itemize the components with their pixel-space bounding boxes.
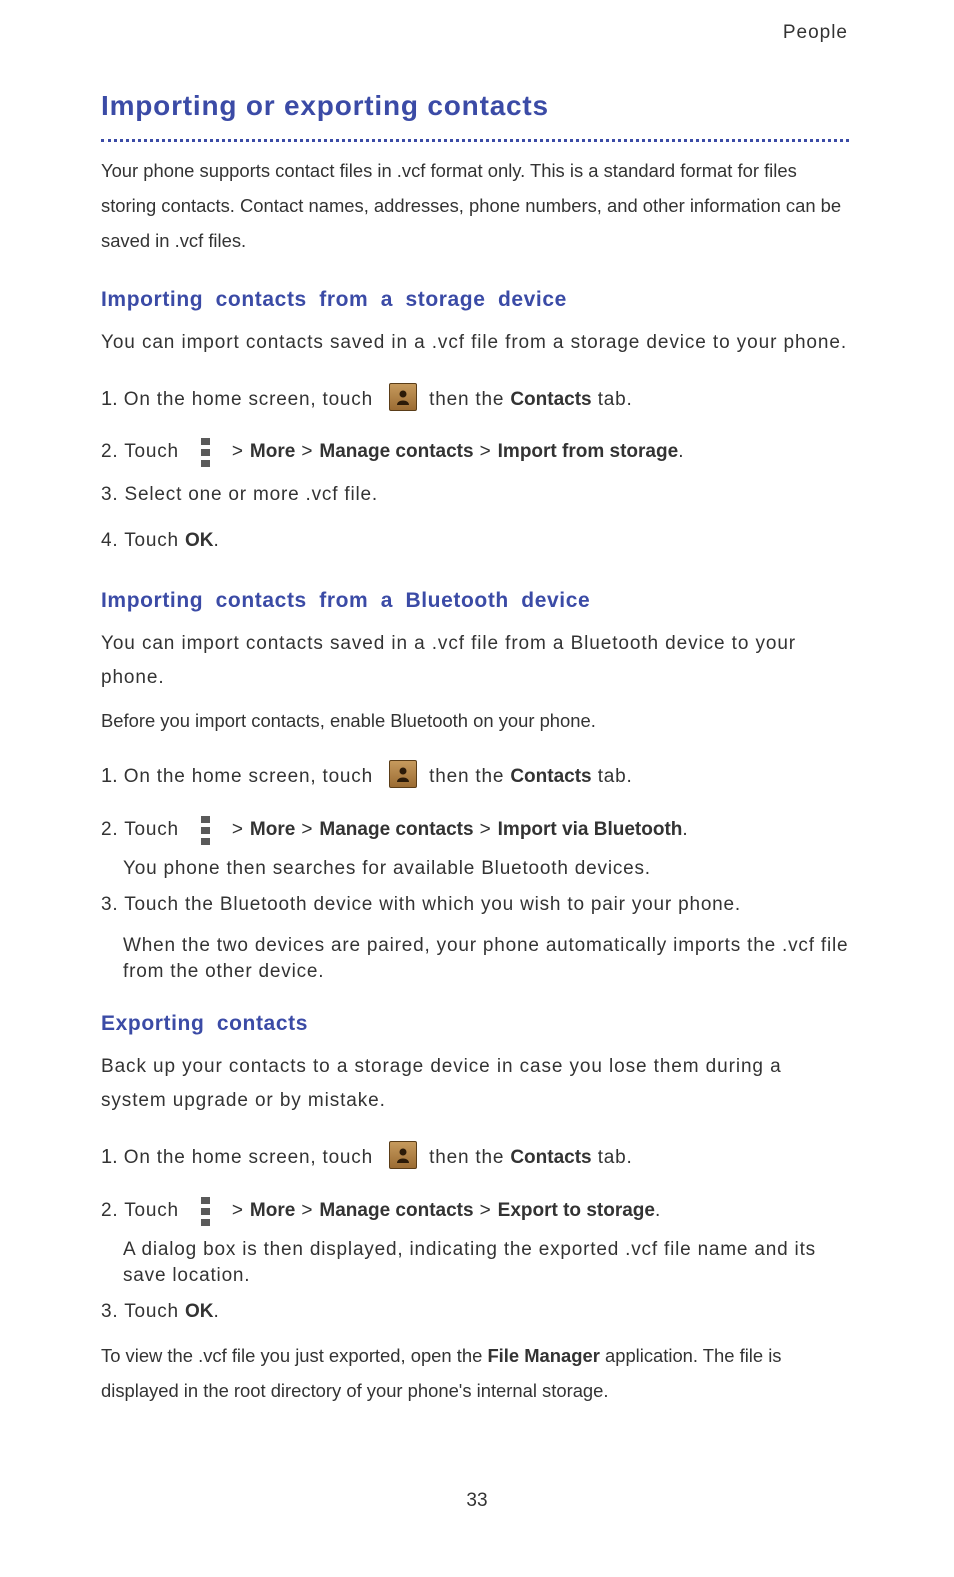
bluetooth-step-3-detail: When the two devices are paired, your phone automatically imports the .vcf file from the other device. [123,935,849,982]
step-text: Select one or more .vcf file. [124,484,378,505]
step-text: tab. [597,766,633,787]
overflow-menu-icon [201,1197,210,1225]
page-number: 33 [466,1490,488,1511]
intro-paragraph: Your phone supports contact files in .vcf format only. This is a standard format for files storing contacts. Contact names, addresses, phone numbers, and other information can be saved in .vcf files. [101,160,842,251]
contacts-app-icon [389,760,417,788]
page-title: Importing or exporting contacts [101,90,549,121]
step-text: On the home screen, touch [123,389,373,410]
step-text: On the home screen, touch [123,1147,373,1168]
step-text: then the [429,766,505,787]
step-text: Touch [124,441,179,462]
menu-path-more: More [249,1200,296,1221]
step-number: 2. [101,819,119,840]
menu-path-more: More [249,441,296,462]
section-heading-export: Exporting contacts [101,1012,308,1035]
separator: > [231,819,244,840]
export-step-2-detail: A dialog box is then displayed, indicating the exported .vcf file name and its save location. [123,1239,816,1286]
menu-path-import-storage: Import from storage [497,441,679,462]
separator: > [479,1200,492,1221]
note-text: application. The file is displayed in the root directory of your phone's internal storage. [101,1345,782,1401]
bluetooth-step-2 [101,816,688,844]
bluetooth-note: Before you import contacts, enable Bluetooth on your phone. [101,710,596,731]
step-number: 4. [101,530,119,551]
separator: > [301,441,314,462]
bluetooth-step-2-detail: You phone then searches for available Bluetooth devices. [123,858,651,879]
step-text: Touch [124,1200,179,1221]
note-text: To view the .vcf file you just exported, open the [101,1345,483,1366]
overflow-menu-icon [201,816,210,844]
export-paragraph: Back up your contacts to a storage device in case you lose them during a system upgrade or by mistake. [101,1056,782,1111]
ok-label: OK [185,1301,214,1322]
export-step-2 [101,1197,661,1225]
section-heading-bluetooth: Importing contacts from a Bluetooth device [101,589,591,612]
contacts-tab-label: Contacts [510,1147,592,1168]
period: . [213,530,220,551]
separator: > [301,819,314,840]
title-divider [101,139,849,142]
step-text: Touch [124,1301,179,1322]
storage-step-4 [101,530,220,552]
storage-step-1 [101,383,633,411]
step-number: 2. [101,441,119,462]
separator: > [301,1200,314,1221]
export-final-note [101,1338,853,1408]
step-number: 1. [101,765,118,787]
separator: > [231,441,244,462]
contacts-tab-label: Contacts [510,766,592,787]
step-text: tab. [597,1147,633,1168]
step-number: 1. [101,388,118,410]
separator: > [479,441,492,462]
period: . [678,441,685,462]
step-text: Touch the Bluetooth device with which you wish to pair your phone. [124,894,741,915]
export-step-1 [101,1141,633,1169]
step-text: On the home screen, touch [123,766,373,787]
bluetooth-step-3 [101,894,741,916]
bluetooth-step-1 [101,760,633,788]
step-text: then the [429,1147,505,1168]
period: . [682,819,689,840]
ok-label: OK [185,530,214,551]
separator: > [231,1200,244,1221]
step-text: Touch [124,530,179,551]
storage-step-3 [101,484,378,506]
period: . [213,1301,220,1322]
contacts-app-icon [389,383,417,411]
menu-path-import-bluetooth: Import via Bluetooth [497,819,683,840]
bluetooth-paragraph: You can import contacts saved in a .vcf file from a Bluetooth device to your phone. [101,633,797,688]
running-header: People [782,22,848,43]
section-heading-storage: Importing contacts from a storage device [101,288,567,311]
contacts-app-icon [389,1141,417,1169]
menu-path-export-storage: Export to storage [497,1200,655,1221]
step-number: 1. [101,1146,118,1168]
step-number: 2. [101,1200,119,1221]
file-manager-label: File Manager [487,1345,600,1366]
separator: > [479,819,492,840]
step-text: Touch [124,819,179,840]
export-step-3 [101,1301,220,1323]
menu-path-manage: Manage contacts [319,441,474,462]
step-number: 3. [101,894,119,915]
menu-path-manage: Manage contacts [319,819,474,840]
contacts-tab-label: Contacts [510,389,592,410]
storage-step-2 [101,438,684,466]
storage-paragraph: You can import contacts saved in a .vcf file from a storage device to your phone. [101,332,848,353]
period: . [654,1200,662,1221]
step-text: then the [429,389,505,410]
step-number: 3. [101,484,119,505]
menu-path-more: More [249,819,296,840]
step-text: tab. [597,389,633,410]
overflow-menu-icon [201,438,210,466]
step-number: 3. [101,1301,119,1322]
menu-path-manage: Manage contacts [319,1200,474,1221]
